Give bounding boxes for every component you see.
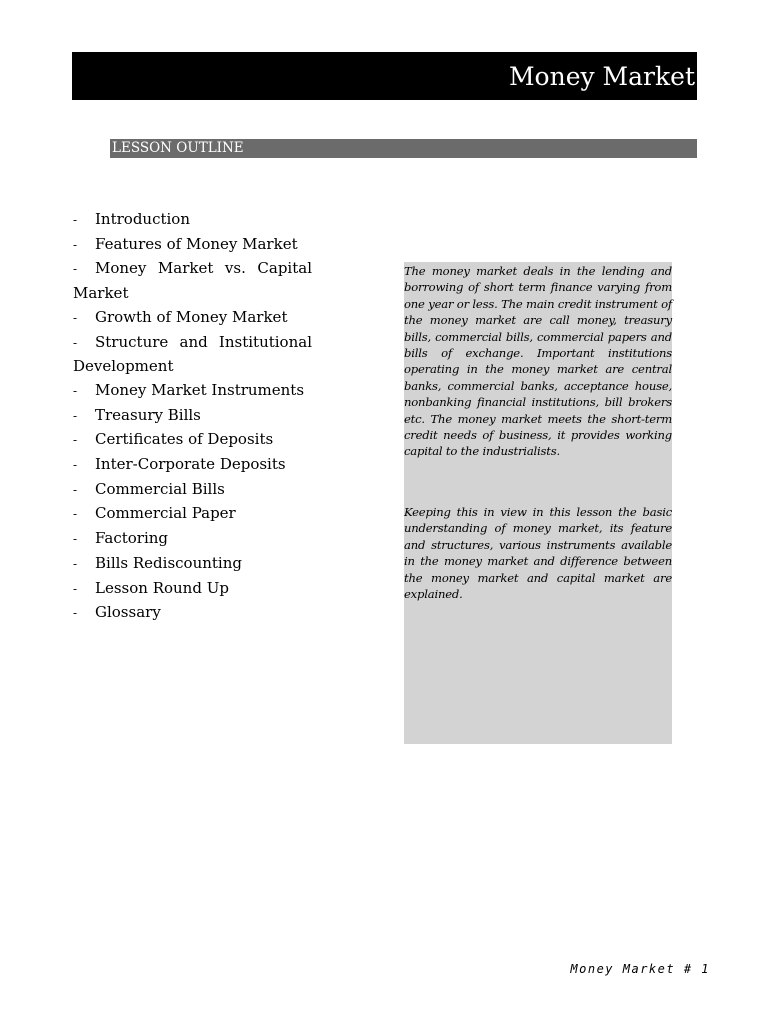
list-item [73, 428, 312, 453]
list-item-text: Factoring [95, 529, 169, 548]
bullet-dash: - [73, 383, 78, 398]
list-item [73, 478, 312, 503]
list-item-text: Inter-Corporate Deposits [95, 455, 286, 474]
bullet-dash: - [73, 532, 78, 547]
bullet-dash: - [73, 581, 78, 596]
bullet-dash: - [73, 262, 78, 277]
list-item-text: Features of Money Market [95, 234, 298, 253]
bullet-dash: - [73, 482, 78, 497]
list-item [73, 552, 312, 577]
bullet-dash: - [73, 237, 78, 252]
list-item-text: Lesson Round Up [95, 578, 229, 597]
bullet-dash: - [73, 507, 78, 522]
section-header-bar [110, 139, 697, 158]
list-item-text: Money Market vs. Capital Market [73, 259, 312, 303]
summary-paragraph-1: The money market deals in the lending and borrowing of short term finance varying from one year or less. The main credit instrument of the money market are call money, treasury bills, commercial bills, commercial papers and bills of exchange. Important institutions operating in the money market are central banks, commercial banks, acceptance house, nonbanking financial institutions, bill brokers etc. The money market meets the short-term credit needs of business, it provides working capital to the industrialists. [404, 264, 672, 459]
bullet-dash: - [73, 335, 78, 350]
list-item-text: Commercial Bills [95, 479, 225, 498]
list-item-text: Treasury Bills [95, 405, 201, 424]
list-item-text: Money Market Instruments [95, 380, 305, 399]
list-item [73, 404, 312, 429]
list-item-text: Structure and Institutional Development [73, 332, 312, 376]
bullet-dash: - [73, 606, 78, 621]
bullet-dash: - [73, 458, 78, 473]
summary-box [404, 262, 672, 744]
page-title: Money Market [508, 62, 695, 91]
bullet-dash: - [73, 433, 78, 448]
header-bar [72, 52, 697, 100]
list-item-text: Bills Rediscounting [95, 553, 242, 572]
list-item [73, 379, 312, 404]
section-heading: LESSON OUTLINE [112, 140, 244, 156]
lesson-outline-list [73, 208, 312, 626]
bullet-dash: - [73, 310, 78, 325]
bullet-dash: - [73, 213, 78, 227]
list-item [73, 233, 312, 258]
list-item-text: Growth of Money Market [95, 307, 288, 326]
list-item [73, 527, 312, 552]
list-item [73, 601, 312, 626]
list-item-text: Glossary [95, 603, 161, 622]
list-item [73, 502, 312, 527]
list-item [73, 208, 312, 233]
summary-paragraph-2: Keeping this in view in this lesson the basic understanding of money market, its feature and structures, various instruments available in the money market and difference between the money market and capital market are explained. [404, 504, 672, 601]
list-item [73, 257, 312, 305]
page-footer: Money Market # 1 [570, 962, 710, 976]
bullet-dash: - [73, 556, 78, 571]
list-item-text: Commercial Paper [95, 504, 236, 523]
list-item [73, 453, 312, 478]
list-item [73, 577, 312, 602]
list-item-text: Introduction [95, 210, 190, 228]
list-item [73, 331, 312, 379]
list-item-text: Certificates of Deposits [95, 430, 274, 449]
bullet-dash: - [73, 408, 78, 423]
list-item [73, 306, 312, 331]
